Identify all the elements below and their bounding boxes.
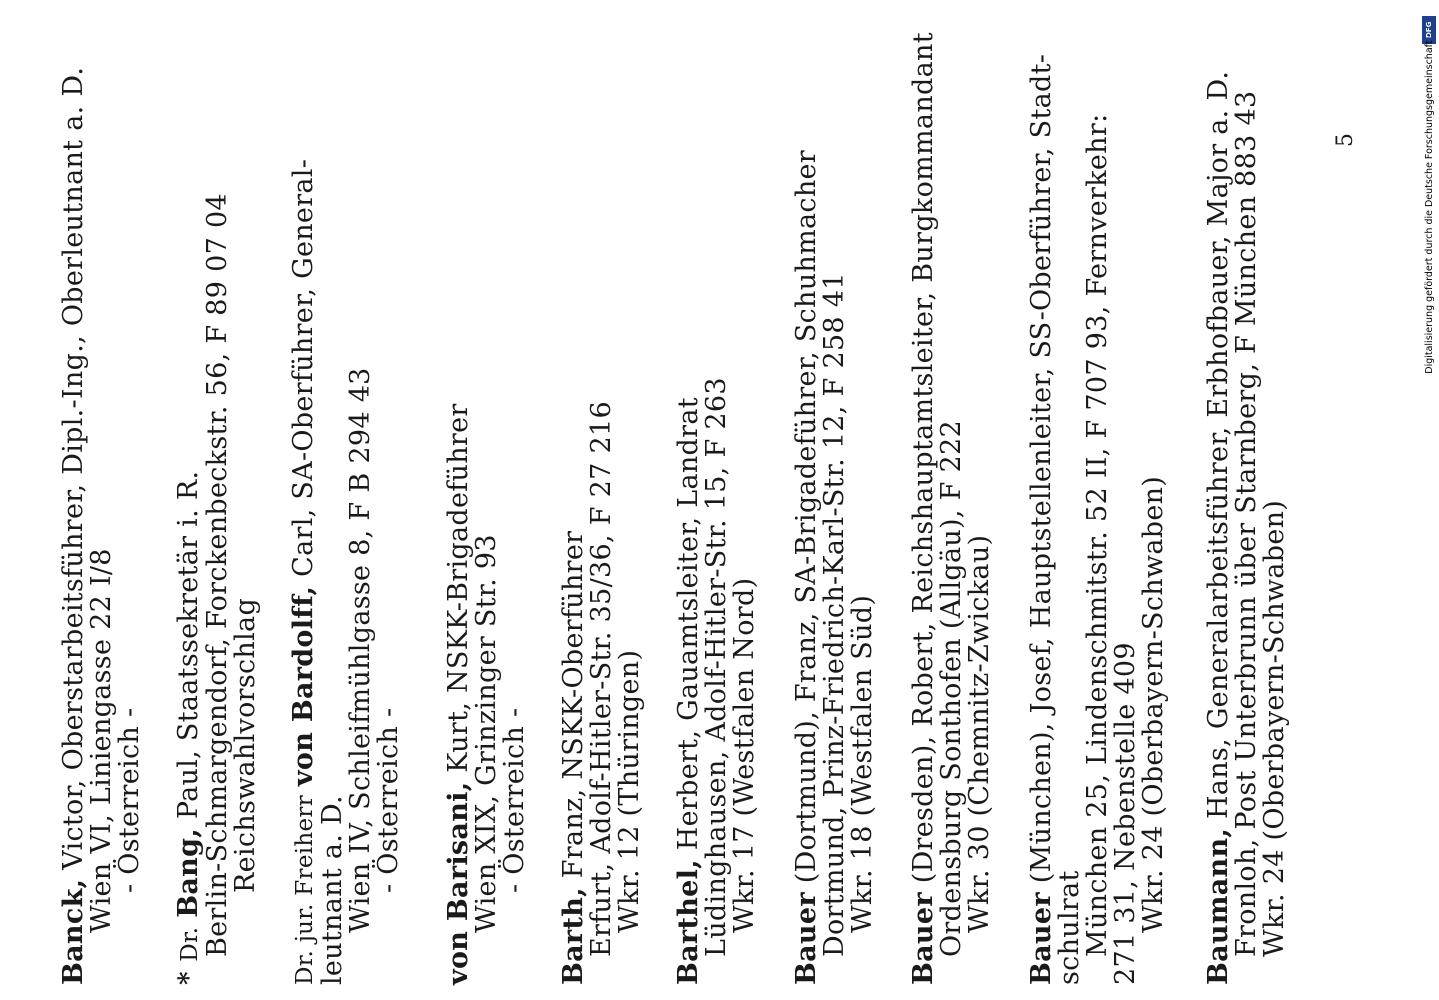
entry-address: Berlin-Schmargendorf, Forckenbeckstr. 56, F 89 07 04 [202,193,233,957]
entry-district: Wkr. 17 (Westfalen Nord) [729,577,760,933]
entry-district: Wkr. 12 (Thüringen) [614,649,645,933]
entry-district: Wkr. 30 (Chemnitz-Zwickau) [964,534,995,933]
entry-address: Wien XIX, Grinzinger Str. 93 [471,534,502,933]
page-number: 5 [1333,133,1358,147]
entry-text-cont: schulrat [1054,870,1085,985]
entry-bardolff [290,115,403,985]
entry-address: Wien VI, Liniengasse 22 I/8 [86,548,117,933]
entry-name: Bauer [791,892,822,985]
entry-name: Barth, [558,887,589,985]
entry-bauer-muenchen [1026,53,1169,985]
entry-text: Franz, NSKK-Oberführer [558,530,589,888]
document-page [58,32,1360,985]
entry-note: Reichswahlvorschlag [230,597,261,893]
entry-bauer-dortmund [793,115,877,985]
entry-address: Fronloh, Post Unterbrunn über Starnberg, F München 883 43 [1231,90,1262,957]
entry-text: Kurt, NSKK-Brigadeführer [443,403,474,782]
entry-district: Wkr. 24 (Oberbayern-Schwaben) [1138,475,1169,933]
entry-name: Bauer [908,892,939,985]
entry-text: Hans, Generalarbeitsführer, Erbhofbauer, Major a. D. [1203,70,1234,828]
entry-baumann [1203,70,1290,985]
entry-bang [175,115,260,985]
entry-title: Dr. jur. Freiherr [292,795,318,985]
entry-address: Dortmund, Prinz-Friedrich-Karl-Str. 12, F 258 41 [819,272,850,957]
asterisk-mark: * [174,961,204,985]
entry-region: - Österreich - [373,707,404,893]
funding-notice [1420,10,1438,390]
entry-text: Paul, Staatssekretär i. R. [173,470,204,828]
entry-address-cont: 271 31, Nebenstelle 409 [1110,642,1141,985]
funding-text: Digitalisierung gefördert durch die Deutsche Forschungsgemeinschaft - [1424,34,1435,374]
entry-barisani [445,115,529,985]
entry-name: Barthel, [673,859,704,985]
entry-address: Erfurt, Adolf-Hitler-Str. 35/36, F 27 216 [586,401,617,957]
entry-name: von Bardolff, [288,585,319,787]
entry-text: (Dortmund), Franz, SA-Brigadeführer, Schuhmacher [791,149,822,893]
entry-text: (München), Josef, Hauptstellenleiter, SS-Oberführer, Stadt- [1026,53,1057,893]
entry-address: Ordensburg Sonthofen (Allgäu), F 222 [936,420,967,957]
entry-district: Wkr. 18 (Westfalen Süd) [847,594,878,933]
entry-name: Baumann, [1203,827,1234,985]
entry-address: München 25, Lindenschmitstr. 52 II, F 707 93, Fernverkehr: [1082,113,1113,957]
entry-text-cont: leutnant a. D. [317,795,348,985]
entry-title: Dr. [177,926,203,962]
entry-text: Carl, SA-Oberführer, General- [288,158,319,586]
dfg-logo: DFG [1422,16,1436,44]
entry-region: - Österreich - [114,707,145,893]
entry-banck [58,66,145,985]
entry-address: Lüdinghausen, Adolf-Hitler-Str. 15, F 263 [701,377,732,957]
entry-text: Herbert, Gauamtsleiter, Landrat [673,397,704,860]
entry-address: Wien IV, Schleifmühlgasse 8, F B 294 43 [345,367,376,933]
entry-name: Bauer [1026,892,1057,985]
entry-text: Victor, Oberstarbeitsführer, Dipl.-Ing., Oberleutnant a. D. [58,66,89,879]
entry-name: Banck, [58,878,89,985]
entry-barthel [675,115,759,985]
entry-name: Bang, [173,828,204,918]
entry-district: Wkr. 24 (Oberbayern-Schwaben) [1259,499,1290,957]
entry-text: (Dresden), Robert, Reichshauptamtsleiter, Burgkommandant [908,32,939,893]
entry-barth [560,115,644,985]
entry-region: - Österreich - [499,707,530,893]
entry-name: von Barisani, [443,781,474,985]
entry-bauer-dresden [908,32,995,985]
